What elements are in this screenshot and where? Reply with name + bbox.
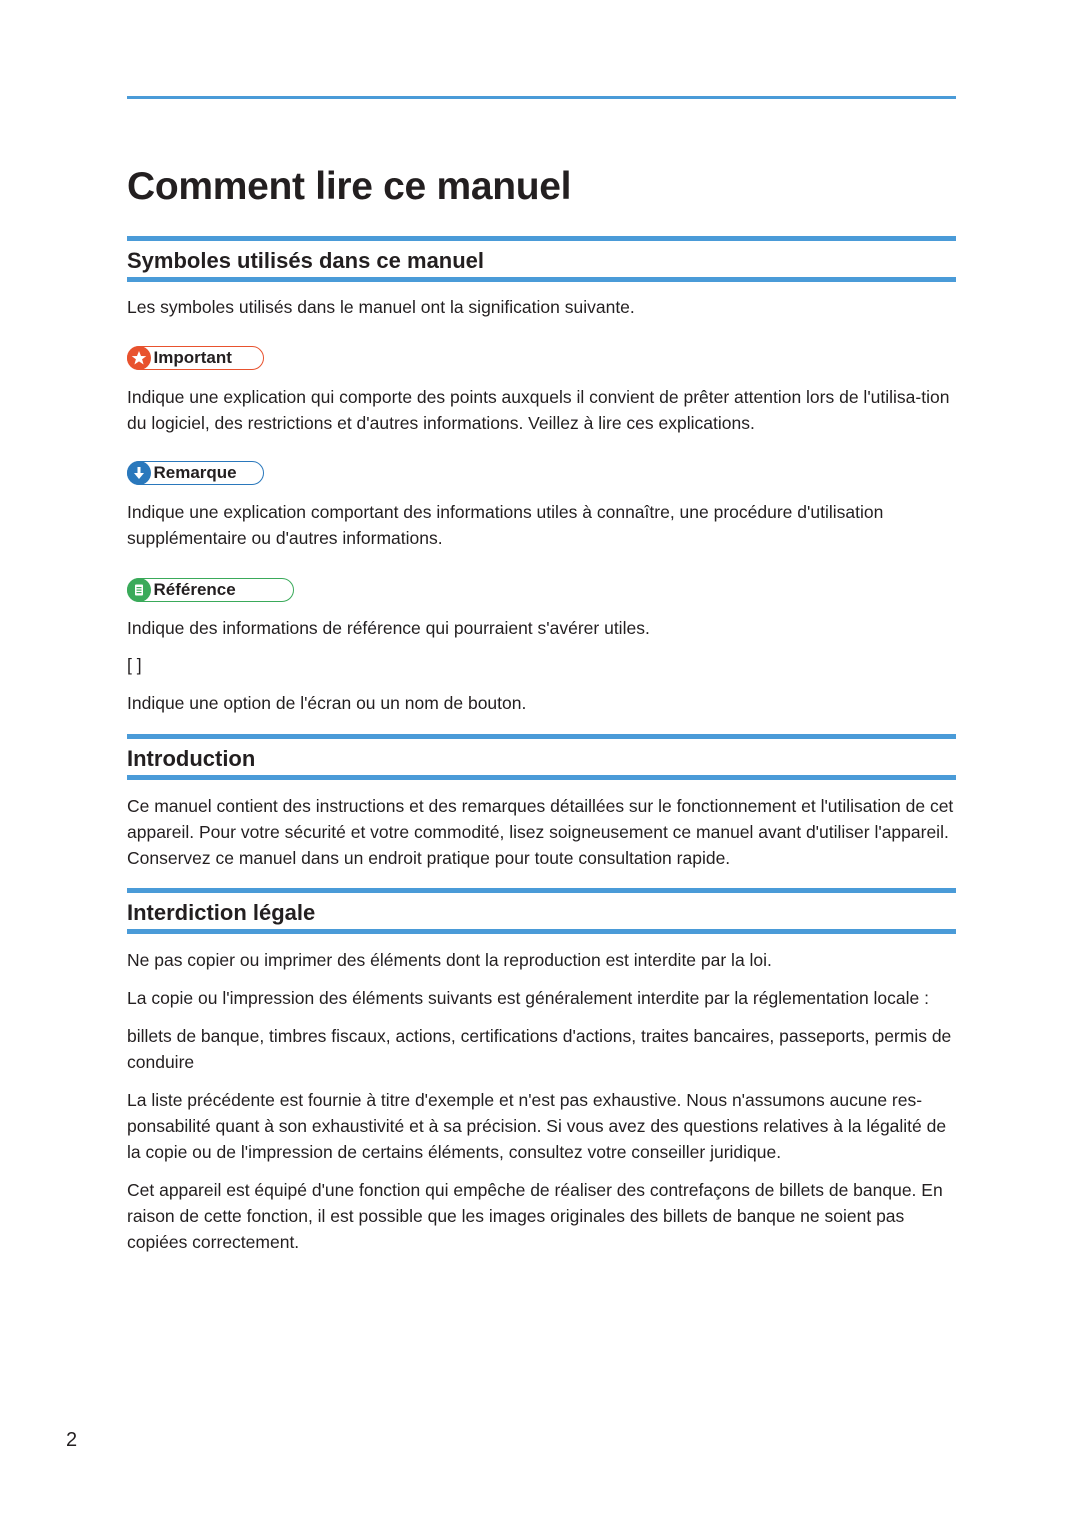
brackets-symbol: [ ]	[127, 655, 142, 675]
brackets-description: Indique une option de l'écran ou un nom de bouton.	[127, 693, 527, 713]
important-label: Important	[153, 348, 232, 367]
top-rule	[127, 96, 956, 99]
legal-paragraph: Cet appareil est équipé d'une fonction qui empêche de réaliser des contrefaçons de billets de banque. En raison de cette fonction, il est possible que les images originales des billets de banque ne soient pas copiées correctement.	[127, 1180, 943, 1252]
introduction-text: Ce manuel contient des instructions et des remarques détaillées sur le fonctionnement et l'utilisation de cet appareil. Pour votre sécurité et votre commodité, lisez soigneusement ce manuel avant d'utiliser l'appareil. Conservez ce manuel dans un endroit pratique pour toute consultation rapide.	[127, 796, 954, 868]
legal-paragraph: La liste précédente est fournie à titre d'exemple et n'est pas exhaustive. Nous n'assumons aucune res-ponsabilité quant à son exhaustivité et à sa précision. Si vous avez des questions relatives à la légalité de la copie ou de l'impression de certains éléments, consultez votre conseiller juridique.	[127, 1090, 947, 1162]
section-heading-introduction	[127, 734, 956, 780]
important-description: Indique une explication qui comporte des points auxquels il convient de prêter attention lors de l'utilisa-tion du logiciel, des restrictions et d'autres informations. Veillez à lire ces explications.	[127, 387, 950, 433]
reference-label: Référence	[153, 580, 236, 599]
page-number: 2	[66, 1429, 78, 1451]
section-title-introduction: Introduction	[127, 746, 256, 771]
reference-badge	[127, 578, 294, 602]
remarque-label: Remarque	[153, 463, 237, 482]
reference-description: Indique des informations de référence qui pourraient s'avérer utiles.	[127, 618, 650, 638]
down-arrow-icon	[127, 461, 151, 485]
book-icon	[127, 578, 151, 602]
section-heading-symbols	[127, 236, 956, 282]
section-heading-legal	[127, 888, 956, 934]
symbols-intro: Les symboles utilisés dans le manuel ont la signification suivante.	[127, 297, 635, 317]
remarque-badge	[127, 461, 264, 485]
important-badge	[127, 346, 264, 370]
section-title-symbols: Symboles utilisés dans ce manuel	[127, 248, 485, 273]
page-title: Comment lire ce manuel	[127, 165, 572, 208]
legal-paragraph: Ne pas copier ou imprimer des éléments dont la reproduction est interdite par la loi.	[127, 950, 772, 970]
section-title-legal: Interdiction légale	[127, 900, 316, 925]
legal-paragraph: La copie ou l'impression des éléments suivants est généralement interdite par la réglementation locale :	[127, 988, 929, 1008]
star-icon	[127, 346, 151, 370]
remarque-description: Indique une explication comportant des informations utiles à connaître, une procédure d'utilisation supplémentaire ou d'autres informations.	[127, 502, 884, 548]
legal-paragraph: billets de banque, timbres fiscaux, actions, certifications d'actions, traites bancaires, passeports, permis de conduire	[127, 1026, 952, 1072]
